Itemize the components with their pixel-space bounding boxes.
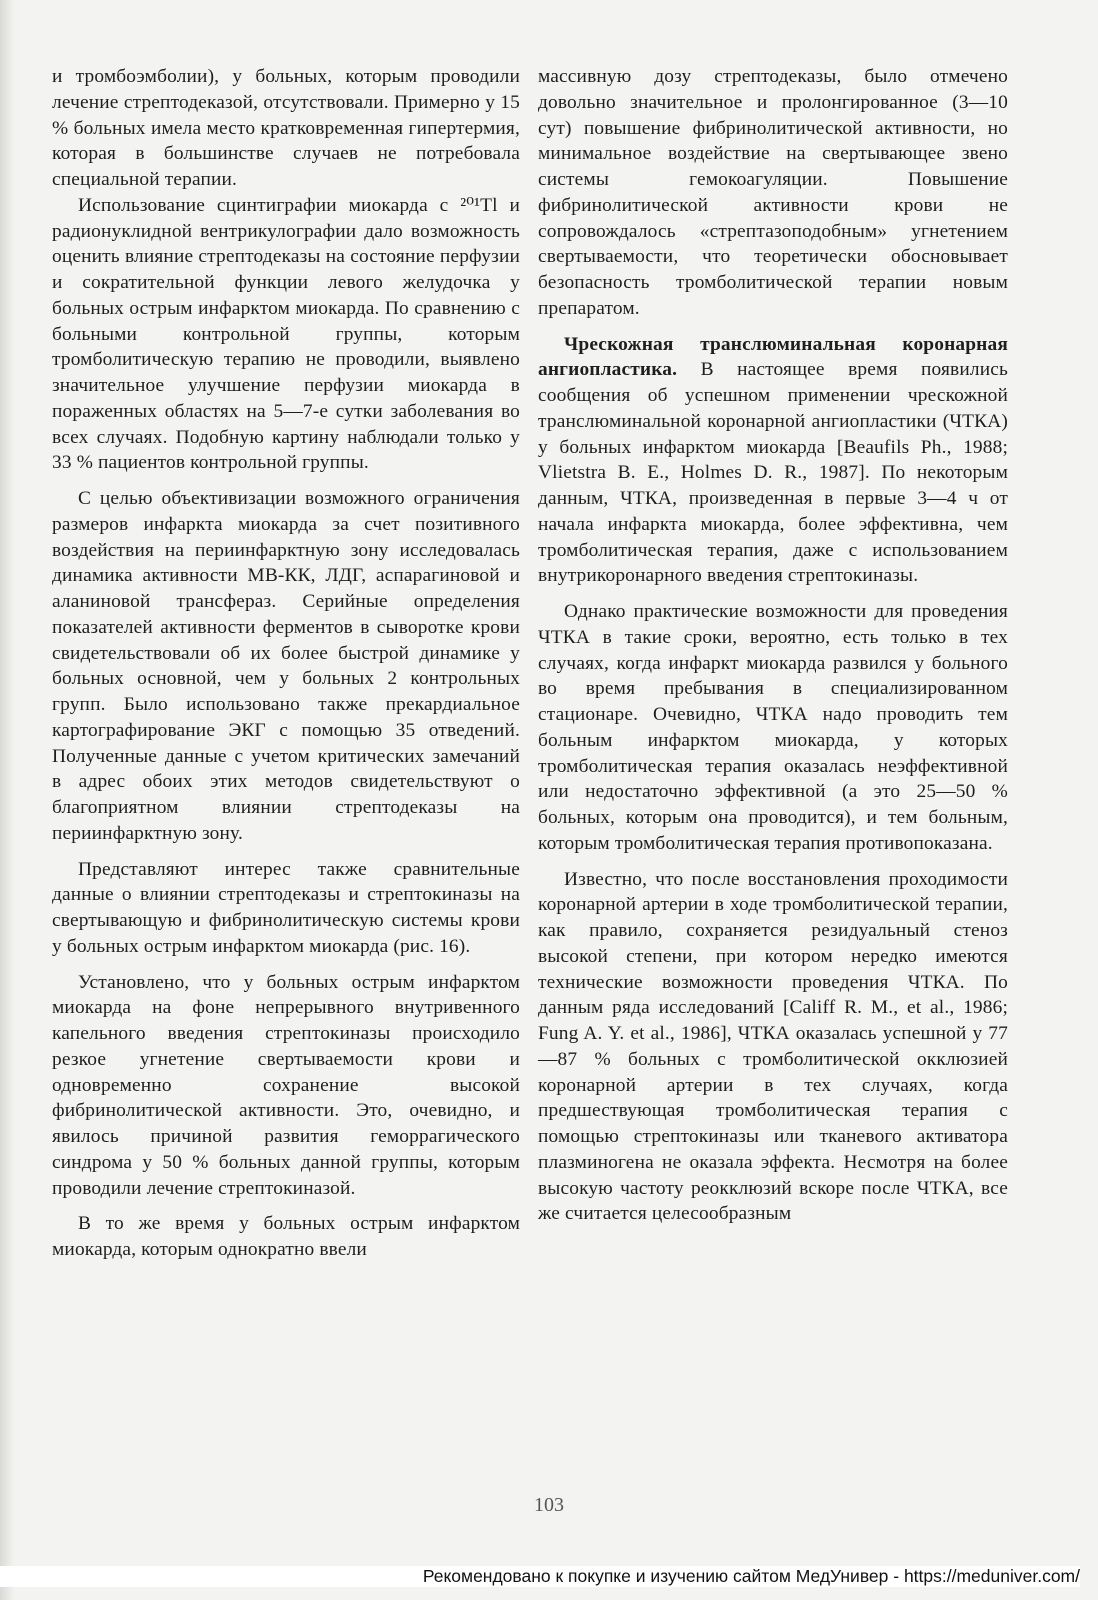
left-text-column	[52, 64, 520, 1263]
paragraph: Установлено, что у больных острым инфарктом миокарда на фоне непрерывного внутривенного капельного введения стрептокиназы происходило резкое угнетение свертываемости крови и одновременно сохранение высокой фибринолитической активности. Это, очевидно, и явилось причиной развития геморрагического синдрома у 50 % больных данной группы, которым проводили лечение стрептокиназой.	[52, 971, 520, 1199]
paragraph: Известно, что после восстановления проходимости коронарной артерии в ходе тромболитической терапии, как правило, сохраняется резидуальный стеноз высокой степени, при котором нередко имеются технические возможности проведения ЧТКА. По данным ряда исследований [Califf R. M., et al., 1986; Fung A. Y. et al., 1986], ЧТКА оказалась успешной у 77—87 % больных с тромболитической окклюзией коронарной артерии в тех случаях, когда предшествующая тромболитическая терапия с помощью стрептокиназы или тканевого активатора плазминогена не оказала эффекта. Несмотря на более высокую частоту реокклюзий вскоре после ЧТКА, все же считается целесообразным	[538, 868, 1008, 1225]
paragraph-text: В настоящее время появились сообщения об успешном применении чрескожной транслюминальной коронарной ангиопластики (ЧТКА) у больных инфарктом миокарда [Beaufils Ph., 1988; Vlietstra B. E., Holmes D. R., 1987]. По некоторым данным, ЧТКА, произведенная в первые 3—4 ч от начала инфаркта миокарда, более эффективна, чем тромболитическая терапия, даже с использованием внутрикоронарного введения стрептокиназы.	[538, 359, 1008, 587]
paragraph-with-heading	[538, 332, 1008, 590]
right-text-column	[538, 64, 1008, 1227]
footer-recommendation: Рекомендовано к покупке и изучению сайтом МедУнивер - https://meduniver.com/	[0, 1566, 1080, 1587]
paragraph: и тромбоэмболии), у больных, которым проводили лечение стрептодеказой, отсутствовали. Примерно у 15 % больных имела место кратковременная гипертермия, которая в большинстве случаев не потребовала специальной терапии.	[52, 66, 520, 190]
paragraph: массивную дозу стрептодеказы, было отмечено довольно значительное и пролонгированное (3—10 сут) повышение фибринолитической активности, но минимальное воздействие на свертывающее звено системы гемокоагуляции. Повышение фибринолитической активности крови не сопровождалось «стрептазоподобным» угнетением свертываемости, что теоретически обосновывает безопасность тромболитической терапии новым препаратом.	[538, 66, 1008, 319]
paragraph: В то же время у больных острым инфарктом миокарда, которым однократно ввели	[52, 1213, 520, 1260]
paragraph: С целью объективизации возможного ограничения размеров инфаркта миокарда за счет позитивного воздействия на периинфарктную зону исследовалась динамика активности МВ-КК, ЛДГ, аспарагиновой и аланиновой трансфераз. Серийные определения показателей активности ферментов в сыворотке крови свидетельствовали об их более быстрой динамике у больных основной, чем у больных 2 контрольных групп. Было использовано также прекардиальное картографирование ЭКГ с помощью 35 отведений. Полученные данные с учетом критических замечаний в адрес обоих этих методов свидетельствуют о благоприятном влиянии стрептодеказы на периинфарктную зону.	[52, 488, 520, 844]
section-heading: Чрескожная транслюминальная коронарная ангиопластика.	[538, 333, 1008, 381]
paragraph: Однако практические возможности для проведения ЧТКА в такие сроки, вероятно, есть только в тех случаях, когда инфаркт миокарда развился у больного во время пребывания в специализированном стационаре. Очевидно, ЧТКА надо проводить тем больным инфарктом миокарда, у которых тромболитическая терапия оказалась неэффективной или недостаточно эффективной (а это 25—50 % больных, которым она проводится), и тем больным, которым тромболитическая терапия противопоказана.	[538, 601, 1008, 854]
scan-edge-shadow	[0, 0, 14, 1600]
page-number: 103	[534, 1494, 564, 1516]
paragraph: Использование сцинтиграфии миокарда с ²⁰¹Tl и радионуклидной вентрикулографии дало возможность оценить влияние стрептодеказы на состояние перфузии и сократительной функции левого желудочка у больных острым инфарктом миокарда. По сравнению с больными контрольной группы, которым тромболитическую терапию не проводили, выявлено значительное улучшение перфузии миокарда в пораженных областях на 5—7-е сутки заболевания во всех случаях. Подобную картину наблюдали только у 33 % пациентов контрольной группы.	[52, 194, 520, 474]
paragraph: Представляют интерес также сравнительные данные о влиянии стрептодеказы и стрептокиназы на свертывающую и фибринолитическую системы крови у больных острым инфарктом миокарда (рис. 16).	[52, 858, 520, 957]
